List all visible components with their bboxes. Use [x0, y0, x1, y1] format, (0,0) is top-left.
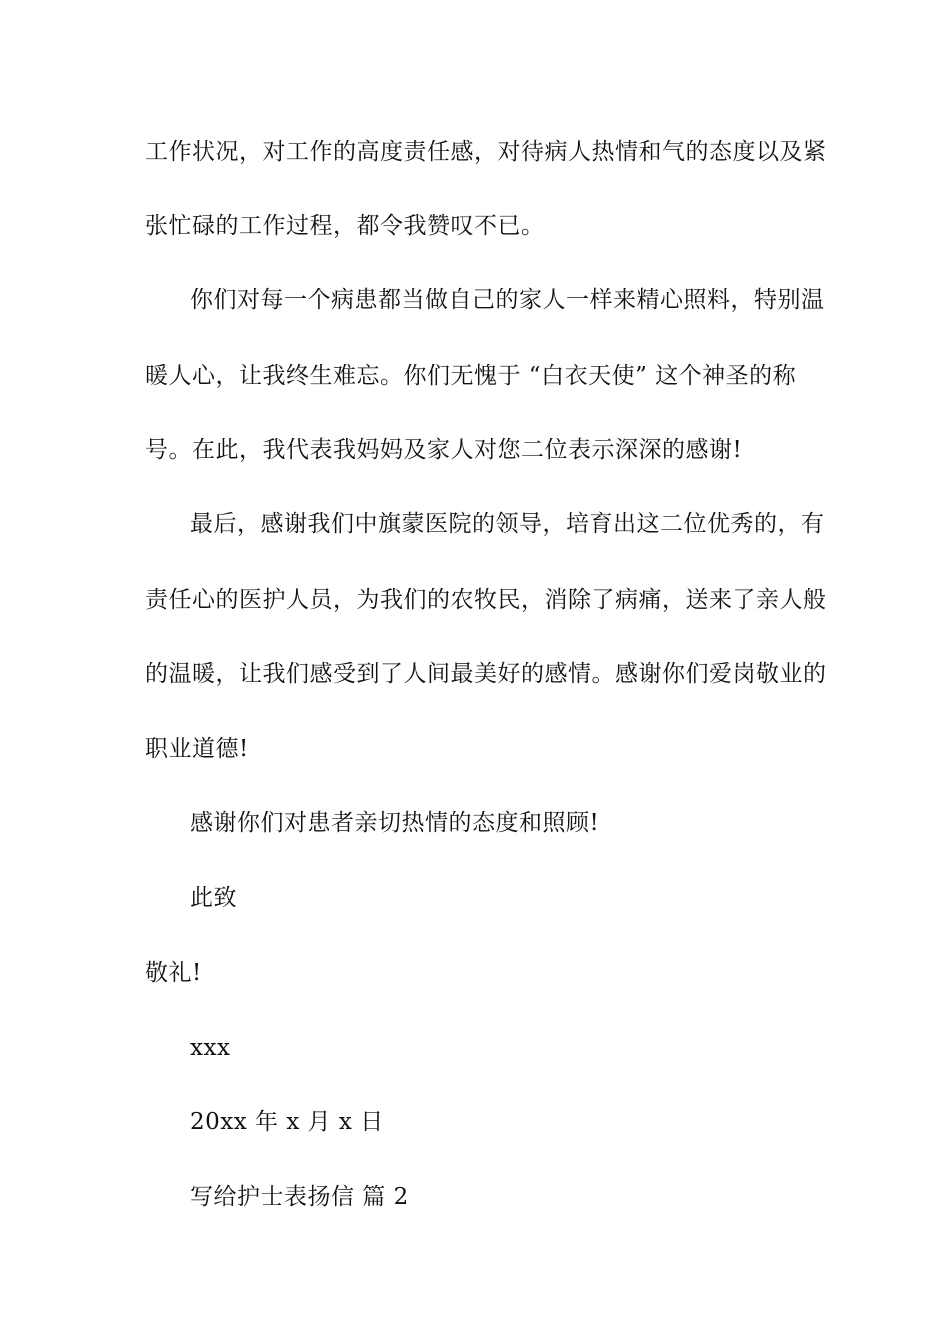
closing-line: 此致 — [190, 885, 237, 911]
paragraph-line: 最后，感谢我们中旗蒙医院的领导，培育出这二位优秀的，有 — [190, 511, 825, 537]
salutation-line: 敬礼! — [145, 960, 202, 986]
paragraph-line: 感谢你们对患者亲切热情的态度和照顾! — [190, 810, 600, 836]
date-line: 20xx 年 x 月 x 日 — [190, 1109, 384, 1135]
section-heading: 写给护士表扬信 篇 2 — [190, 1184, 409, 1210]
paragraph-line: 号。在此，我代表我妈妈及家人对您二位表示深深的感谢! — [145, 437, 743, 463]
paragraph-line: 暖人心，让我终生难忘。你们无愧于 “白衣天使” 这个神圣的称 — [145, 363, 797, 389]
paragraph-line: 你们对每一个病患都当做自己的家人一样来精心照料，特别温 — [190, 287, 825, 313]
signature-line: xxx — [190, 1035, 231, 1061]
paragraph-line: 责任心的医护人员，为我们的农牧民，消除了病痛，送来了亲人般 — [145, 587, 827, 613]
paragraph-line: 工作状况，对工作的高度责任感，对待病人热情和气的态度以及紧 — [145, 139, 827, 165]
paragraph-line: 张忙碌的工作过程，都令我赞叹不已。 — [145, 213, 545, 239]
paragraph-line: 职业道德! — [145, 736, 249, 762]
paragraph-line: 的温暖，让我们感受到了人间最美好的感情。感谢你们爱岗敬业的 — [145, 661, 827, 687]
